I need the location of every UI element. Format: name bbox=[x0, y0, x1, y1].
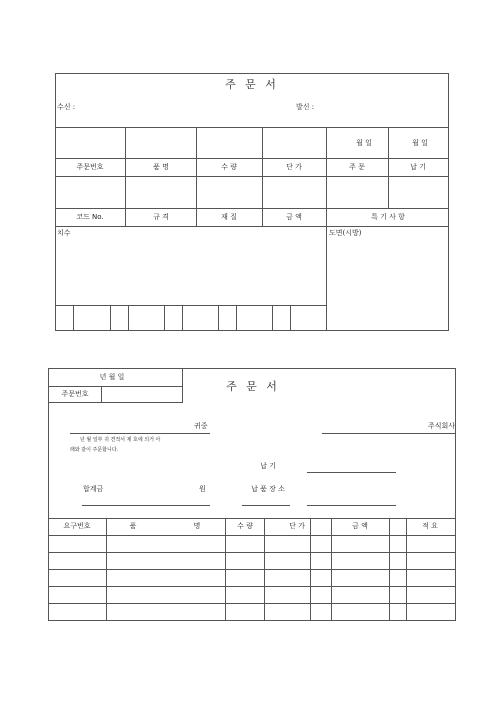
header-item-1: 품 bbox=[129, 522, 137, 530]
header-material: 재 질 bbox=[221, 213, 237, 221]
header-unit-price: 단 가 bbox=[286, 163, 302, 171]
form2-title: 주 문 서 bbox=[226, 380, 280, 393]
header-request-no: 요구번호 bbox=[63, 522, 91, 530]
header-item-2: 명 bbox=[193, 522, 201, 530]
body-line-1: 년 월 일부 귀 견적서 제 호에 의거 아 bbox=[80, 437, 161, 443]
order-no-label: 주문번호 bbox=[61, 390, 89, 398]
delivery-label: 납 기 bbox=[260, 462, 276, 470]
header-order-no: 주문번호 bbox=[76, 163, 104, 171]
header-delivery: 납 기 bbox=[410, 163, 426, 171]
header-quantity-2: 수 량 bbox=[237, 522, 253, 530]
total-label: 합계금 bbox=[83, 485, 104, 493]
body-line-2: 래와 같이 주문합니다. bbox=[70, 447, 119, 453]
month-day-1: 월 일 bbox=[356, 139, 372, 147]
header-item-name: 품 명 bbox=[153, 163, 169, 171]
header-unit-price-2: 단 가 bbox=[289, 522, 305, 530]
header-amount-2: 금 액 bbox=[352, 522, 368, 530]
header-remarks: 적 요 bbox=[422, 522, 438, 530]
header-code-no: 코드 No. bbox=[76, 213, 104, 221]
to-label: 귀중 bbox=[194, 422, 208, 430]
drawing-label: 도면(시방) bbox=[329, 229, 362, 237]
header-order: 주 문 bbox=[349, 163, 365, 171]
year-month-day: 년 월 일 bbox=[99, 373, 125, 381]
sender-label: 발신 : bbox=[296, 103, 315, 111]
company-label: 주식회사 bbox=[427, 422, 455, 430]
delivery-place-label: 납 품 장 소 bbox=[251, 485, 285, 493]
month-day-2: 월 일 bbox=[412, 139, 428, 147]
header-spec: 규 격 bbox=[153, 213, 169, 221]
recipient-label: 수신 : bbox=[57, 103, 76, 111]
form1-title: 주 문 서 bbox=[225, 78, 279, 91]
header-special-notes: 특 기 사 항 bbox=[371, 213, 405, 221]
header-quantity: 수 량 bbox=[221, 163, 237, 171]
dimension-label: 치수 bbox=[57, 229, 71, 237]
header-amount: 금 액 bbox=[286, 213, 302, 221]
won-label: 원 bbox=[199, 485, 206, 493]
